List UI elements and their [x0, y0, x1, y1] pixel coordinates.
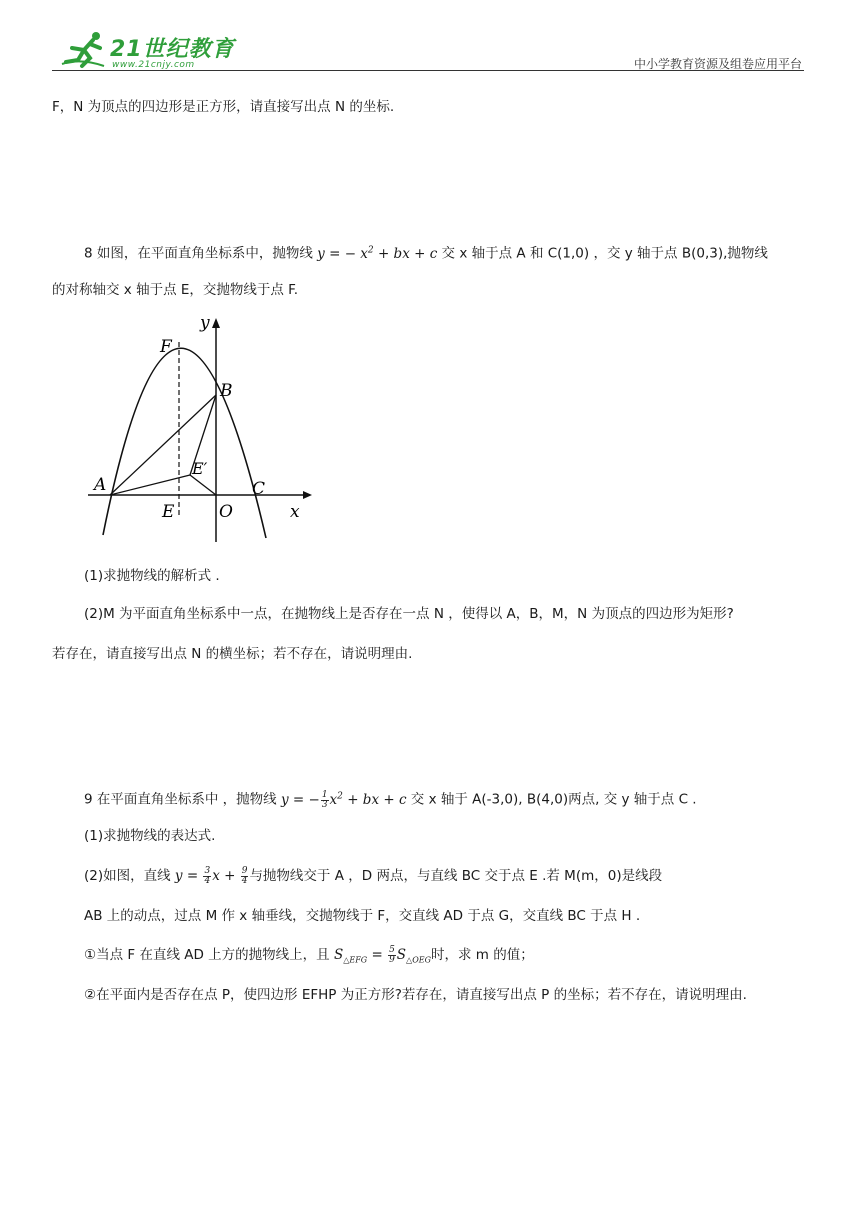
label-y: y [200, 313, 210, 333]
q9-sub1: (1)求抛物线的表达式. [84, 828, 216, 844]
header [52, 28, 804, 74]
label-A: A [94, 475, 107, 495]
q9-text-b: 交 x 轴于 A(-3,0), B(4,0)两点, 交 y 轴于点 C . [406, 791, 697, 808]
logo-runner-icon [60, 30, 110, 70]
q9-sub2-text-b: 与抛物线交于 A ，D 两点，与直线 BC 交于点 E .若 M(m，0)是线段 [249, 868, 663, 884]
q8-figure [88, 310, 318, 542]
q9-case1 [84, 946, 534, 970]
header-divider [52, 70, 804, 71]
label-E-prime: E′ [192, 459, 208, 478]
logo-url: www.21cnjy.com [112, 60, 195, 70]
segment-AE-prime [110, 475, 190, 495]
label-C: C [252, 479, 266, 499]
carryover-text: F，N 为顶点的四边形是正方形，请直接写出点 N 的坐标. [52, 99, 395, 115]
q9-sub2-text-a: (2)如图，直线 [84, 868, 175, 884]
q9-case2: ②在平面内是否存在点 P，使四边形 EFHP 为正方形?若存在，请直接写出点 P 的坐标；若不存在，请说明理由. [84, 987, 747, 1003]
q9-sub2-line2: AB 上的动点，过点 M 作 x 轴垂线，交抛物线于 F，交直线 AD 于点 G，交直线 BC 于点 H . [84, 908, 641, 924]
q9-equation: y = − $\frac{1}{3}$ $x^2$ + bx + c [280, 789, 407, 810]
q9-line1 [84, 787, 697, 810]
label-F: F [160, 337, 172, 357]
x-axis-arrow-icon [303, 491, 312, 499]
platform-name: 中小学教育资源及组卷应用平台 [633, 57, 802, 71]
y-axis-arrow-icon [212, 318, 220, 328]
q8-sub1: (1)求抛物线的解析式 . [84, 568, 220, 584]
q8-text-a: 8 如图，在平面直角坐标系中，抛物线 [84, 245, 318, 262]
q9-case1-text-a: ①当点 F 在直线 AD 上方的抛物线上，且 [84, 947, 334, 963]
label-O: O [219, 502, 233, 522]
q9-case1-text-b: 时，求 m 的值； [431, 947, 534, 963]
label-E: E [162, 502, 175, 522]
q9-area-equation: $S_{\triangle EFG}$ = $\frac{5}{9}$ $S_{\triangle OEG}$ [333, 945, 431, 965]
label-B: B [220, 381, 233, 401]
logo-text: 21世纪教育 [110, 37, 235, 62]
q8-line2: 的对称轴交 x 轴于点 E，交抛物线于点 F. [52, 282, 299, 298]
q8-equation: y = − $x^2$ + bx + c [317, 245, 438, 262]
q8-text-b: 交 x 轴于点 A 和 C(1,0) ，交 y 轴于点 B(0,3),抛物线 [437, 245, 768, 262]
q9-sub2-line1 [84, 867, 662, 886]
q9-line-equation: y = $\frac{3}{4}$ x + $\frac{9}{4}$ [174, 866, 248, 886]
segment-E-prime-O [190, 475, 216, 495]
q8-line1 [84, 241, 768, 263]
q8-sub2-line1: (2)M 为平面直角坐标系中一点，在抛物线上是否存在一点 N ，使得以 A，B，M，N 为顶点的四边形为矩形? [84, 606, 734, 622]
q9-text-a: 9 在平面直角坐标系中 ，抛物线 [84, 791, 281, 808]
q8-sub2-line2: 若存在，请直接写出点 N 的横坐标；若不存在，请说明理由. [52, 646, 413, 662]
parabola [103, 348, 266, 538]
label-x: x [290, 502, 300, 522]
